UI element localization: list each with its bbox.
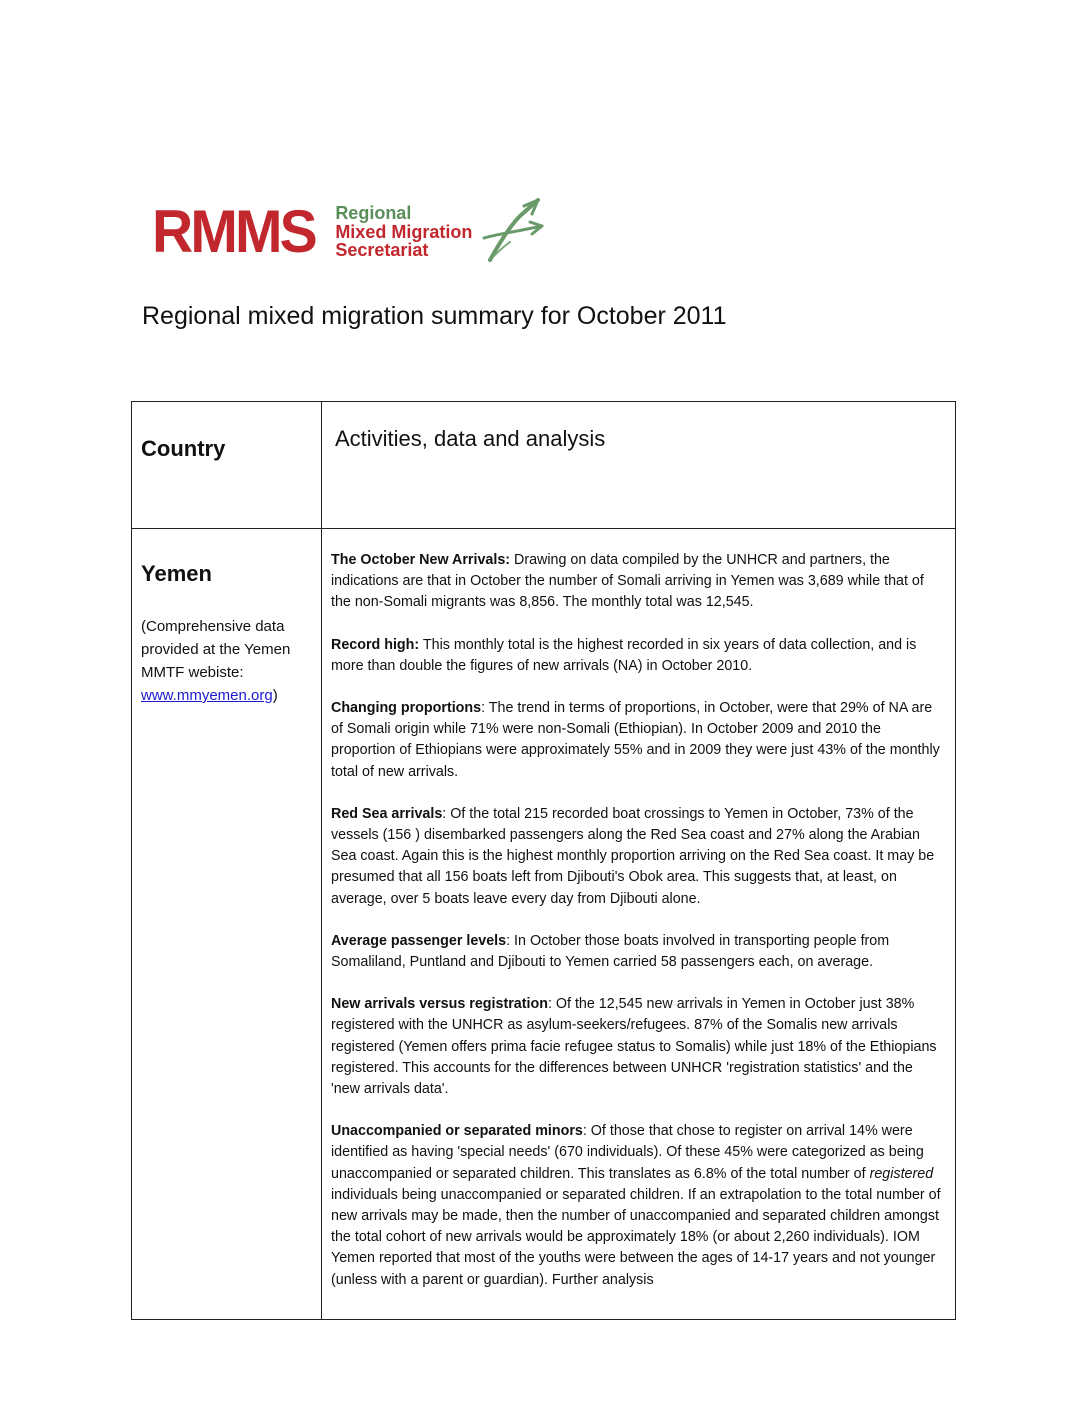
logo-wordmark bbox=[335, 204, 472, 261]
analysis-cell bbox=[322, 529, 956, 1320]
country-note-suffix: ) bbox=[272, 687, 278, 704]
paragraph-text: : The trend in terms of proportions, in October, were that 29% of NA are of Somali origin while 71% were non-Somali (Ethiopian). In October 2009 and 2010 the proportion of Ethiopians were approximately 55% and in 2009 they were just 43% of the monthly total of new arrivals. bbox=[331, 700, 940, 780]
paragraph-heading: The October New Arrivals: bbox=[331, 552, 511, 568]
mmyemen-link[interactable]: www.mmyemen.org bbox=[141, 687, 273, 704]
table-row bbox=[132, 529, 956, 1320]
rmms-logo bbox=[152, 196, 546, 268]
logo-line-secretariat: Secretariat bbox=[335, 240, 429, 261]
header-activities: Activities, data and analysis bbox=[322, 402, 956, 529]
paragraph-heading: New arrivals versus registration bbox=[331, 996, 548, 1013]
summary-table bbox=[131, 401, 956, 1320]
paragraph-heading: Average passenger levels bbox=[331, 932, 507, 949]
logo-line-mixed-migration: Mixed Migration bbox=[335, 221, 473, 242]
paragraph-arrivals-vs-registration bbox=[331, 994, 945, 1100]
paragraph-unaccompanied-minors bbox=[331, 1121, 945, 1291]
page-title: Regional mixed migration summary for October 2011 bbox=[142, 302, 727, 330]
paragraph-average-passengers bbox=[331, 931, 945, 973]
paragraph-red-sea-arrivals bbox=[331, 804, 945, 910]
paragraph-text: This monthly total is the highest recorded in six years of data collection, and is more than double the figures of new arrivals (NA) in October 2010. bbox=[331, 636, 917, 674]
paragraph-text: : Of the total 215 recorded boat crossings to Yemen in October, 73% of the vessels (156 ) disembarked passengers along the Red Sea coast and 27% along the Arabian Sea coast. Again this is the highest monthly proportion arriving on the Red Sea coast. It may be presumed that all 156 boats left from Djibouti's Obok area. This suggests that, at least, on average, over 5 boats leave every day from Djibouti alone. bbox=[331, 805, 935, 907]
logo-line-regional: Regional bbox=[335, 202, 412, 223]
paragraph-heading: Record high: bbox=[331, 636, 420, 653]
table-header-row bbox=[132, 402, 956, 529]
paragraph-heading: Changing proportions bbox=[331, 700, 482, 717]
bird-arrows-icon bbox=[480, 198, 546, 266]
paragraph-new-arrivals bbox=[331, 550, 945, 614]
paragraph-heading: Unaccompanied or separated minors bbox=[331, 1123, 583, 1140]
paragraph-text: Drawing on data compiled by the UNHCR and partners, the indications are that in October the number of Somali arriving in Yemen was 3,689 while that of the non-Somali migrants was 8,856. The monthly total was 12,545. bbox=[331, 552, 924, 611]
paragraph-emphasis: registered bbox=[869, 1165, 934, 1182]
paragraph-changing-proportions bbox=[331, 698, 945, 783]
paragraph-heading: Red Sea arrivals bbox=[331, 805, 443, 822]
country-name: Yemen bbox=[141, 561, 212, 586]
paragraph-text: : Of the 12,545 new arrivals in Yemen in October just 38% registered with the UNHCR as asylum-seekers/refugees. 87% of the Somalis new arrivals registered (Yemen offers prima facie refugee status to Somalis) while just 18% of the Ethiopians registered. This accounts for the differences between UNHCR 'registration statistics' and the 'new arrivals data'. bbox=[331, 996, 937, 1098]
country-note bbox=[141, 615, 313, 707]
paragraph-record-high bbox=[331, 635, 945, 677]
paragraph-text: : In October those boats involved in transporting people from Somaliland, Puntland and Djibouti to Yemen carried 58 passengers each, on average. bbox=[331, 932, 890, 971]
logo-acronym: RMMS bbox=[152, 198, 315, 265]
header-country: Country bbox=[132, 402, 322, 529]
country-cell bbox=[132, 529, 322, 1320]
country-note-prefix: (Comprehensive data provided at the Yemen MMTF webiste: bbox=[141, 618, 291, 681]
paragraph-text-b: individuals being unaccompanied or separated children. If an extrapolation to the total number of new arrivals may be made, then the number of unaccompanied and separated children amongst the total cohort of new arrivals would be approximately 18% (or about 2,260 individuals). IOM Yemen reported that most of the youths were between the ages of 14-17 years and not younger (unless with a parent or guardian). Further analysis bbox=[331, 1186, 941, 1288]
paragraph-text-a: : Of those that chose to register on arrival 14% were identified as having 'special needs' (670 individuals). Of these 45% were categorized as being unaccompanied or separated children. This translates as 6.8% of the total number of bbox=[331, 1123, 924, 1182]
